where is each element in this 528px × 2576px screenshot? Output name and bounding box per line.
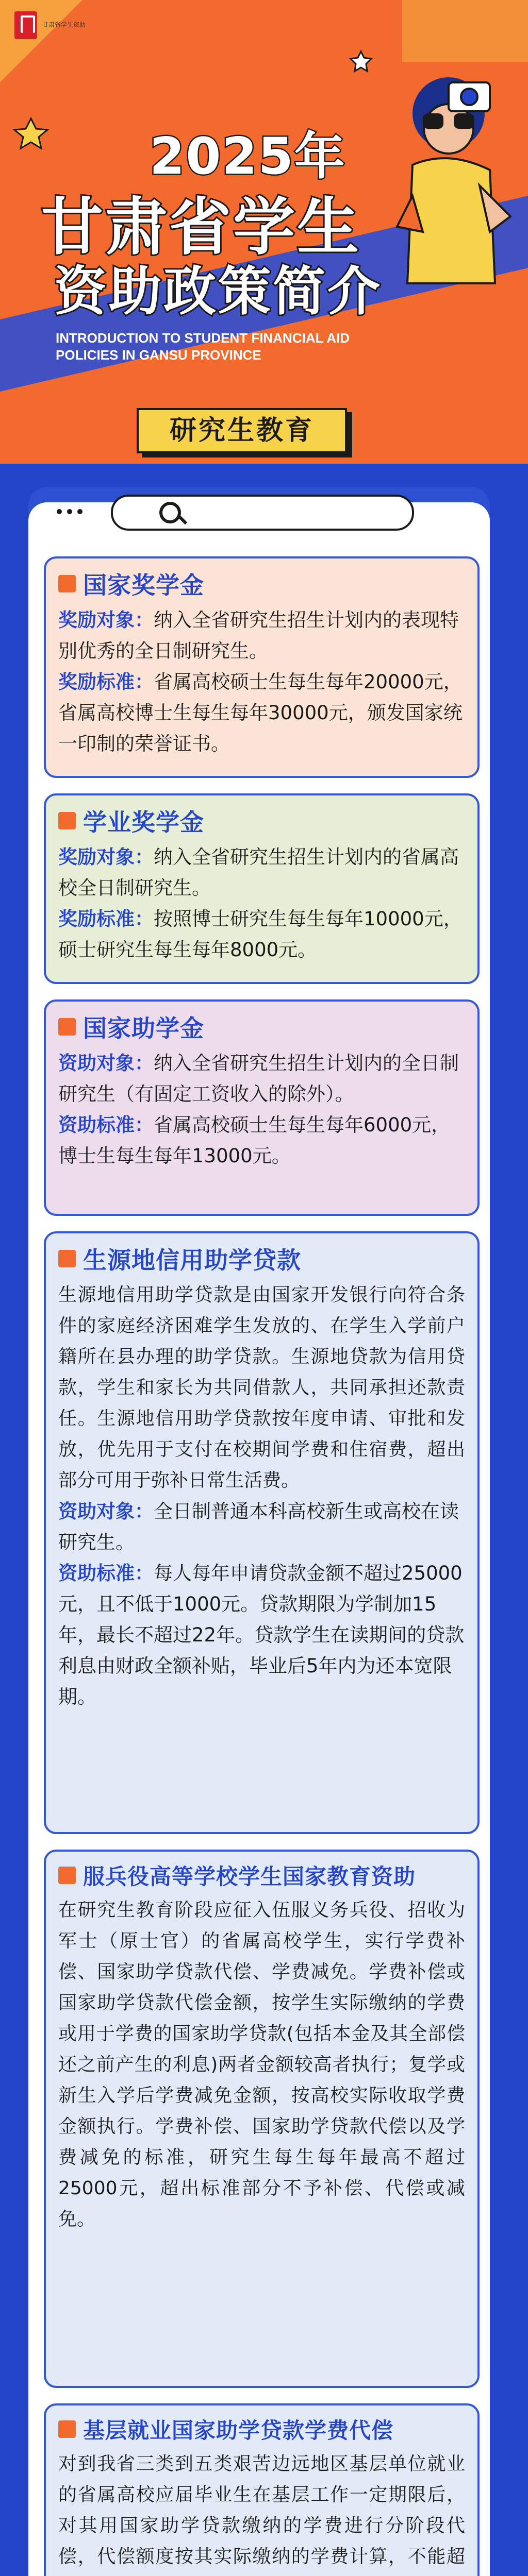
info-row: 资助标准：每人每年申请贷款金额不超过25000元，且不低于1000元。贷款期限为学制加15年，最长不超过22年。贷款学生在读期间的贷款利息由财政全额补贴，毕业后5年内为还本宽限期。 — [58, 1562, 465, 1708]
logo — [14, 11, 86, 39]
section-national-grant — [44, 999, 480, 1216]
search-icon — [159, 502, 181, 523]
section-title: 基层就业国家助学贷款学费代偿 — [83, 2418, 394, 2443]
logo-text: 甘肃省学生资助 — [42, 21, 86, 29]
main-title: 甘肃省学生 — [41, 192, 361, 263]
sub-title: 资助政策简介 — [54, 261, 382, 323]
camera-icon — [449, 82, 490, 111]
info-row: 奖励标准：按照博士研究生每生每年10000元，硕士研究生每生每年8000元。 — [58, 908, 463, 961]
info-row: 奖励标准：省属高校硕士生每生每年20000元，省属高校博士生每生每年30000元，颁发国家统一印制的荣誉证书。 — [58, 671, 463, 755]
header-banner — [0, 0, 528, 464]
bullet-square-icon — [58, 2420, 76, 2438]
category-tag: 研究生教育 — [137, 408, 347, 453]
window-dot — [67, 509, 72, 514]
section-student-loan — [44, 1231, 480, 1834]
info-row: 资助对象：纳入全省研究生招生计划内的全日制研究生（有固定工资收入的除外）。 — [58, 1052, 459, 1105]
logo-mark-icon — [14, 11, 37, 39]
bullet-square-icon — [58, 1018, 76, 1036]
info-row: 奖励对象：纳入全省研究生招生计划内的省属高校全日制研究生。 — [58, 846, 459, 899]
section-title: 生源地信用助学贷款 — [83, 1246, 301, 1274]
section-title: 国家奖学金 — [83, 571, 204, 599]
bullet-square-icon — [58, 812, 76, 829]
section-grassroots-loan-compensation — [44, 2403, 480, 2576]
year-title: 2025年 — [150, 127, 346, 186]
english-title: INTRODUCTION TO STUDENT FINANCIAL AID POLICIES IN GANSU PROVINCE — [56, 330, 350, 363]
section-title: 国家助学金 — [83, 1014, 204, 1042]
section-academic-scholarship — [44, 793, 480, 984]
window-dot — [77, 509, 82, 514]
section-national-scholarship — [44, 556, 480, 778]
section-title: 学业奖学金 — [83, 808, 204, 836]
bullet-square-icon — [58, 1250, 76, 1267]
section-intro: 生源地信用助学贷款是由国家开发银行向符合条件的家庭经济困难学生发放的、在学生入学前户籍所在县办理的助学贷款。生源地贷款为信用贷款，学生和家长为共同借款人，共同承担还款责任。生源地信用助学贷款按年度申请、审批和发放，优先用于支付在校期间学费和住宿费，超出部分可用于弥补日常生活费。 — [58, 1284, 465, 1491]
section-military-service-aid — [44, 1850, 480, 2388]
section-text: 对到我省三类到五类艰苦边远地区基层单位就业的省属高校应届毕业生在基层工作一定期限后，对其用国家助学贷款缴纳的学费进行分阶段代偿，代偿额度按其实际缴纳的学费计算，不能超 — [58, 2453, 465, 2567]
info-row: 资助对象：全日制普通本科高校新生或高校在读研究生。 — [58, 1500, 459, 1553]
info-row: 资助标准：省属高校硕士生每生每年6000元，博士生每生每年13000元。 — [58, 1114, 451, 1167]
bullet-square-icon — [58, 1867, 76, 1884]
bullet-square-icon — [58, 575, 76, 592]
info-row: 奖励对象：纳入全省研究生招生计划内的表现特别优秀的全日制研究生。 — [58, 609, 459, 662]
section-title: 服兵役高等学校学生国家教育资助 — [83, 1864, 416, 1889]
window-dot — [57, 509, 62, 514]
section-text: 在研究生教育阶段应征入伍服义务兵役、招收为军士（原士官）的省属高校学生，实行学费补偿、国家助学贷款代偿、学费减免。学费补偿或国家助学贷款代偿金额，按学生实际缴纳的学费或用于学费的国家助学贷款(包括本金及其全部偿还之前产生的利息)两者金额较高者执行；复学或新生入学后学费减免金额，按高校实际收取学费金额执行。学费补偿、国家助学贷款代偿以及学费减免的标准，研究生每生每年最高不超过25000元，超出标准部分不予补偿、代偿或减免。 — [58, 1900, 465, 2230]
search-bar-decoration — [111, 495, 414, 531]
